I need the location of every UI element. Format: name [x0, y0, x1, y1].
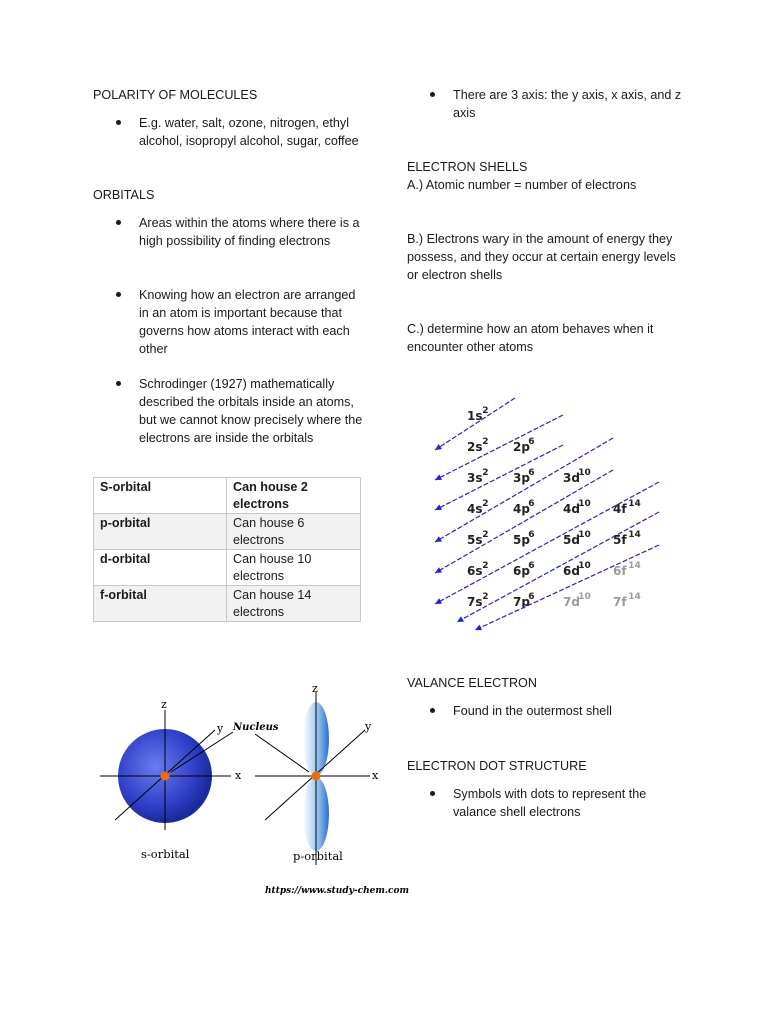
s-axis-x-label: x	[235, 769, 242, 782]
aufbau-fill-arrow	[435, 415, 563, 480]
aufbau-arrow-head	[457, 616, 464, 622]
aufbau-electron-count: 6	[528, 530, 535, 540]
aufbau-electron-count: 14	[628, 499, 641, 509]
orbital-capacity-cell: Can house 14 electrons	[227, 586, 361, 622]
table-row	[94, 514, 361, 550]
aufbau-orbital-label: 5f	[613, 533, 627, 547]
aufbau-electron-count: 6	[528, 592, 535, 602]
aufbau-orbital-label: 6f	[613, 564, 627, 578]
electron-dot-heading: ELECTRON DOT STRUCTURE	[407, 759, 587, 773]
orbital-name-cell: f-orbital	[94, 586, 227, 622]
p-axis-y-label: y	[365, 720, 372, 733]
orbital-bullet: Knowing how an electron are arranged in an atom is important because that governs how atoms interact with each other	[93, 286, 368, 358]
polarity-bullet: E.g. water, salt, ozone, nitrogen, ethyl alcohol, isopropyl alcohol, sugar, coffee	[93, 114, 368, 150]
valence-list	[407, 702, 687, 720]
s-nucleus-dot	[161, 772, 170, 781]
aufbau-orbital-label: 5s	[467, 533, 483, 547]
axis-bullet: There are 3 axis: the y axis, x axis, and z axis	[407, 86, 687, 122]
valence-electron-heading: VALANCE ELECTRON	[407, 676, 537, 690]
aufbau-electron-count: 14	[628, 592, 641, 602]
orbital-capacity-cell: Can house 10 electrons	[227, 550, 361, 586]
electron-dot-list	[407, 785, 687, 821]
aufbau-orbital-label: 6p	[513, 564, 530, 578]
shell-point-a: A.) Atomic number = number of electrons	[407, 178, 637, 192]
table-row	[94, 550, 361, 586]
orbital-bullet: Areas within the atoms where there is a high possibility of finding electrons	[93, 214, 368, 250]
aufbau-orbital-label: 7f	[613, 595, 627, 609]
aufbau-electron-count: 2	[482, 530, 489, 540]
aufbau-electron-count: 2	[482, 468, 489, 478]
orbital-name-cell: d-orbital	[94, 550, 227, 586]
aufbau-electron-count: 14	[628, 530, 641, 540]
aufbau-orbital-label: 6d	[563, 564, 580, 578]
nucleus-label: Nucleus	[233, 722, 279, 733]
orbitals-list	[93, 214, 368, 447]
aufbau-electron-count: 2	[482, 592, 489, 602]
aufbau-electron-count: 6	[528, 437, 535, 447]
figure-source-credit: https://www.study-chem.com	[265, 886, 410, 896]
aufbau-electron-count: 10	[578, 499, 591, 509]
shell-point-b: B.) Electrons wary in the amount of energy they possess, and they occur at certain energy levels or electron shells	[407, 232, 676, 282]
table-row	[94, 478, 361, 514]
aufbau-orbital-label: 4d	[563, 502, 580, 516]
aufbau-electron-count: 2	[482, 437, 489, 447]
right-column	[407, 86, 687, 356]
aufbau-orbital-label: 7s	[467, 595, 483, 609]
aufbau-fill-arrow	[475, 545, 659, 630]
aufbau-orbital-label: 3p	[513, 471, 530, 485]
aufbau-electron-count: 2	[482, 561, 489, 571]
aufbau-electron-count: 2	[482, 406, 489, 416]
p-axis-x-label: x	[372, 769, 379, 782]
electron-shells-heading: ELECTRON SHELLS	[407, 160, 528, 174]
aufbau-electron-count: 10	[578, 530, 591, 540]
aufbau-orbital-label: 3d	[563, 471, 580, 485]
aufbau-orbital-label: 7d	[563, 595, 580, 609]
aufbau-orbital-label: 5d	[563, 533, 580, 547]
orbital-name-cell: p-orbital	[94, 514, 227, 550]
aufbau-orbital-label: 4s	[467, 502, 483, 516]
p-nucleus-dot	[312, 772, 321, 781]
s-axis-z-label: z	[161, 698, 167, 711]
aufbau-orbital-label: 1s	[467, 409, 483, 423]
aufbau-orbital-label: 4f	[613, 502, 627, 516]
orbital-capacity-table	[93, 477, 361, 622]
table-row	[94, 586, 361, 622]
aufbau-orbital-label: 6s	[467, 564, 483, 578]
shell-point-c: C.) determine how an atom behaves when it encounter other atoms	[407, 322, 654, 354]
aufbau-orbital-label: 7p	[513, 595, 530, 609]
orbital-bullet: Schrodinger (1927) mathematically described the orbitals inside an atoms, but we cannot know precisely where the electrons are inside the orbitals	[93, 375, 368, 447]
orbital-capacity-cell: Can house 2 electrons	[227, 478, 361, 514]
aufbau-electron-count: 10	[578, 561, 591, 571]
aufbau-fill-arrow	[435, 445, 563, 510]
aufbau-orbital-label: 5p	[513, 533, 530, 547]
aufbau-electron-count: 2	[482, 499, 489, 509]
aufbau-orbital-label: 4p	[513, 502, 530, 516]
orbital-capacity-cell: Can house 6 electrons	[227, 514, 361, 550]
aufbau-electron-count: 6	[528, 499, 535, 509]
s-orbital-label: s-orbital	[141, 847, 190, 861]
right-column-lower	[407, 674, 687, 821]
aufbau-orbital-label: 2p	[513, 440, 530, 454]
orbital-shapes-figure	[95, 680, 410, 900]
orbitals-heading: ORBITALS	[93, 188, 155, 202]
aufbau-arrow-head	[435, 444, 442, 450]
s-axis-y-label: y	[217, 722, 224, 735]
aufbau-electron-count: 10	[578, 468, 591, 478]
p-axis-z-label: z	[312, 682, 318, 695]
aufbau-electron-count: 6	[528, 561, 535, 571]
polarity-heading: POLARITY OF MOLECULES	[93, 88, 258, 102]
aufbau-electron-count: 10	[578, 592, 591, 602]
polarity-list	[93, 114, 368, 150]
aufbau-electron-count: 6	[528, 468, 535, 478]
aufbau-orbital-label: 2s	[467, 440, 483, 454]
left-column	[93, 86, 368, 622]
aufbau-electron-count: 14	[628, 561, 641, 571]
valence-bullet: Found in the outermost shell	[407, 702, 687, 720]
s-orbital-diagram	[100, 698, 242, 861]
aufbau-orbital-label: 3s	[467, 471, 483, 485]
aufbau-diagram	[427, 390, 677, 640]
aufbau-fill-arrow	[435, 470, 613, 573]
axis-list	[407, 86, 687, 122]
p-orbital-diagram	[255, 682, 379, 865]
p-orbital-label: p-orbital	[293, 849, 343, 863]
electron-dot-bullet: Symbols with dots to represent the valance shell electrons	[407, 785, 687, 821]
orbital-name-cell: S-orbital	[94, 478, 227, 514]
